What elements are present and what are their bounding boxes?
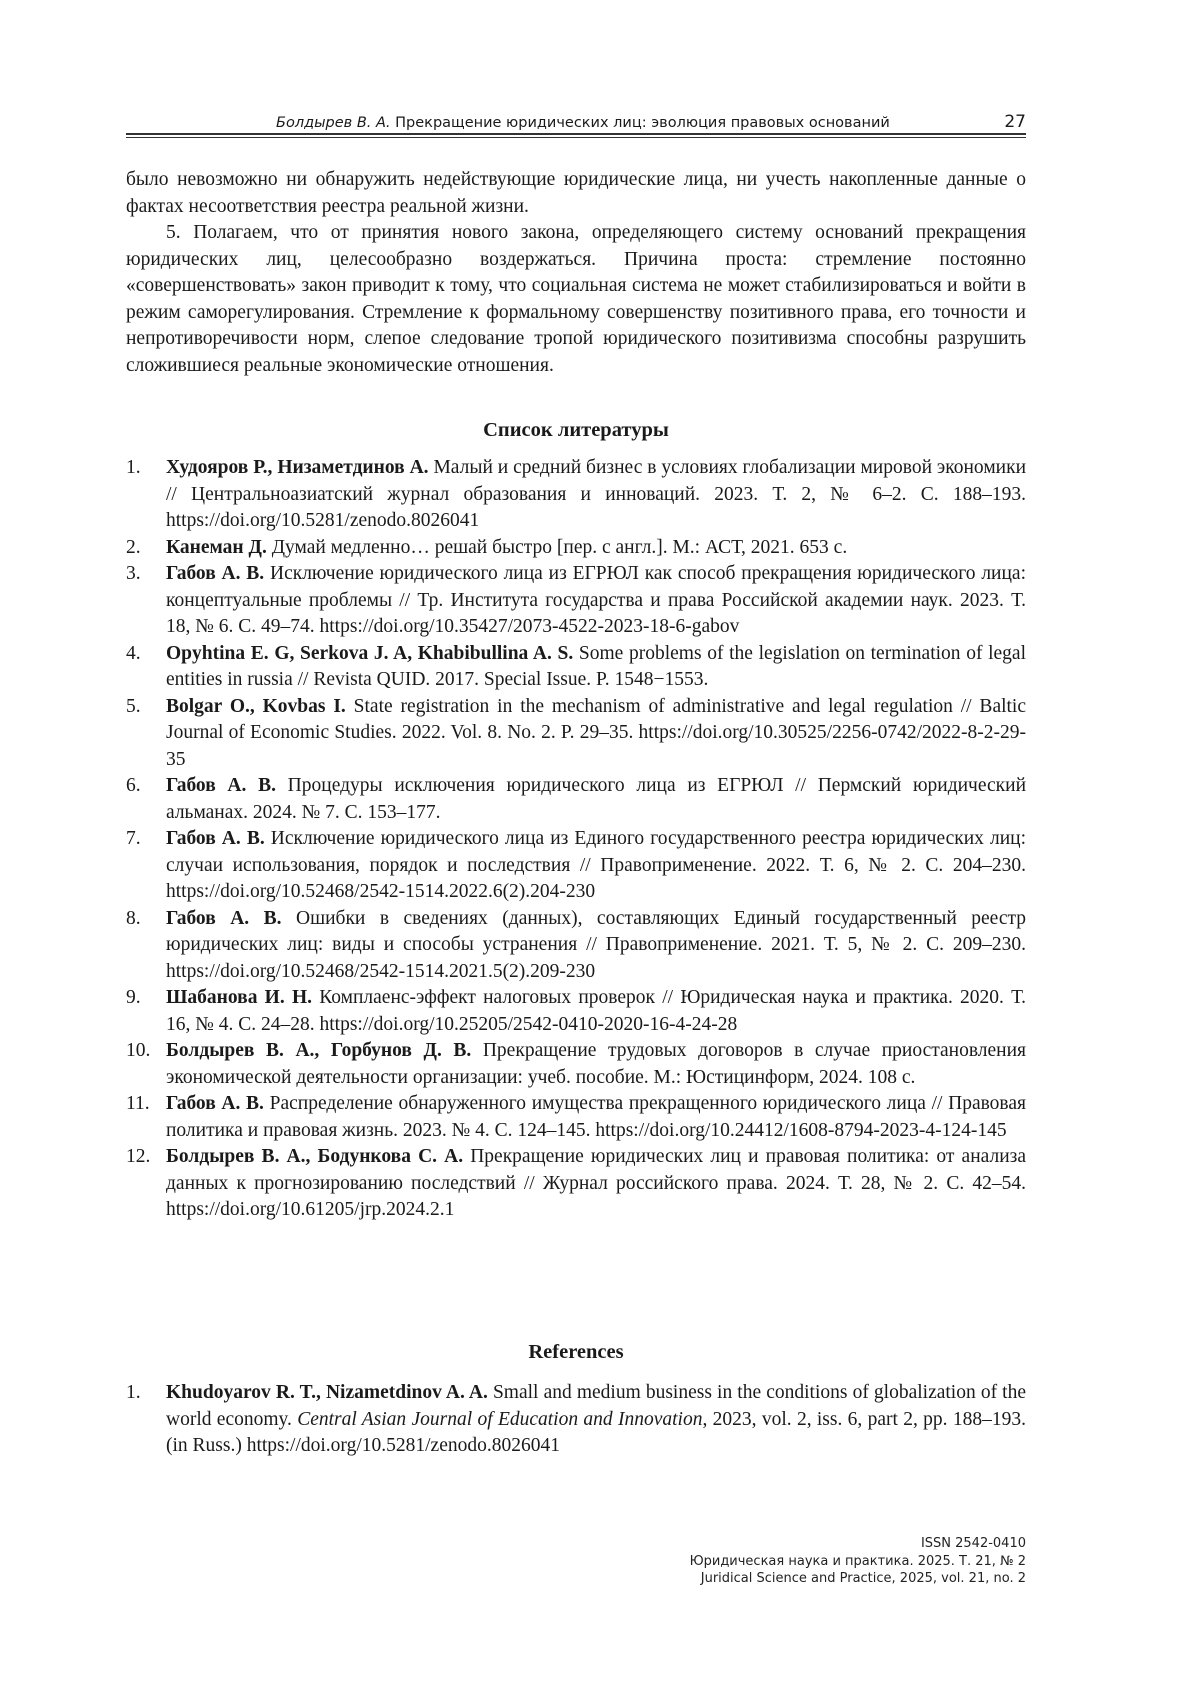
reference-number: 7. bbox=[126, 828, 141, 849]
references-list bbox=[126, 1380, 1026, 1460]
reference-number: 11. bbox=[126, 1093, 150, 1114]
reference-number: 1. bbox=[126, 457, 141, 478]
reference-number: 6. bbox=[126, 775, 141, 796]
reference-item bbox=[126, 826, 1026, 906]
reference-item bbox=[126, 694, 1026, 774]
running-title-author: Болдырев В. А. bbox=[276, 115, 391, 131]
reference-authors: Болдырев В. А., Бодункова С. А. bbox=[166, 1146, 464, 1167]
reference-authors: Габов А. В. bbox=[166, 1093, 264, 1114]
reference-text: Some problems of the legislation on termination of legal entities in russia // Revista QUID. 2017. Special Issue. P. 1548−1553. bbox=[166, 642, 1026, 690]
reference-item bbox=[126, 1144, 1026, 1224]
reference-authors: Bolgar O., Kovbas I. bbox=[166, 695, 346, 717]
references-heading: References bbox=[528, 1341, 624, 1363]
reference-text: Комплаенс-эффект налоговых проверок // Юридическая наука и практика. 2020. Т. 16, № 4. С. 24–28. https://doi.org/10.25205/2542-0410-2020-16-4-24-28 bbox=[166, 987, 1026, 1035]
reference-journal: Central Asian Journal of Education and Innovation bbox=[297, 1408, 703, 1430]
reference-authors: Габов А. В. bbox=[166, 563, 265, 584]
reference-item bbox=[126, 1091, 1026, 1144]
running-title-text: Прекращение юридических лиц: эволюция правовых оснований bbox=[395, 115, 890, 131]
reference-text: Исключение юридического лица из ЕГРЮЛ как способ прекращения юридического лица: концептуальные проблемы // Тр. Института государства и права Российской академии наук. 2023. Т. 18, № 6. С. 49–74. https://doi.org/10.35427/2073-4522-2023-18-6-gabov bbox=[166, 563, 1026, 637]
reference-number: 9. bbox=[126, 987, 141, 1008]
reference-text: State registration in the mechanism of administrative and legal regulation // Baltic Journal of Economic Studies. 2022. Vol. 8. No. 2. P. 29–35. https://doi.org/10.30525/2256-0742/2022-8-2-29-35 bbox=[166, 695, 1027, 770]
page-footer bbox=[526, 1535, 1026, 1588]
reference-item bbox=[126, 906, 1026, 986]
header-rule-thick bbox=[126, 133, 1026, 135]
reference-number: 4. bbox=[126, 642, 141, 664]
literature-heading: Список литературы bbox=[483, 419, 669, 441]
reference-number: 3. bbox=[126, 563, 141, 584]
reference-item bbox=[126, 561, 1026, 641]
reference-text: Прекращение трудовых договоров в случае приостановления экономической деятельности организации: учеб. пособие. М.: Юстицинформ, 2024. 108 с. bbox=[166, 1040, 1026, 1088]
reference-number: 8. bbox=[126, 907, 141, 929]
running-title bbox=[276, 115, 890, 131]
reference-authors: Opyhtina E. G, Serkova J. A, Khabibullina A. S. bbox=[166, 642, 574, 664]
reference-text: Распределение обнаруженного имущества прекращенного юридического лица // Правовая политика и правовая жизнь. 2023. № 4. С. 124–145. https://doi.org/10.24412/1608-8794-2023-4-124-145 bbox=[166, 1093, 1027, 1141]
reference-authors: Болдырев В. А., Горбунов Д. В. bbox=[166, 1040, 472, 1061]
reference-item bbox=[126, 455, 1026, 535]
reference-text: Исключение юридического лица из Единого государственного реестра юридических лиц: случаи использования, порядок и последствия // Правоприменение. 2022. Т. 6, № 2. С. 204–230. https://doi.org/10.52468/2542-1514.2022.6(2).204-230 bbox=[166, 828, 1026, 902]
reference-authors: Шабанова И. Н. bbox=[166, 987, 312, 1008]
reference-number: 1. bbox=[126, 1382, 141, 1403]
reference-item bbox=[126, 641, 1026, 694]
reference-text: Прекращение юридических лиц и правовая политика: от анализа данных к прогнозированию последствий // Журнал российского права. 2024. Т. 28, № 2. С. 42–54. https://doi.org/10.61205/jrp.2024.2.1 bbox=[166, 1146, 1026, 1220]
reference-authors: Габов А. В. bbox=[166, 907, 282, 929]
reference-number: 2. bbox=[126, 536, 141, 558]
reference-authors: Габов А. В. bbox=[166, 775, 276, 796]
reference-item bbox=[126, 985, 1026, 1038]
reference-authors: Худояров Р., Низаметдинов А. bbox=[166, 457, 429, 478]
reference-authors: Khudoyarov R. T., Nizametdinov A. A. bbox=[166, 1382, 488, 1403]
journal-citation-en: Juridical Science and Practice, 2025, vol. 21, no. 2 bbox=[700, 1571, 1026, 1586]
reference-number: 5. bbox=[126, 695, 141, 717]
journal-citation-ru: Юридическая наука и практика. 2025. Т. 21, № 2 bbox=[689, 1553, 1026, 1569]
reference-item bbox=[126, 773, 1026, 826]
reference-authors: Габов А. В. bbox=[166, 828, 265, 849]
page-number: 27 bbox=[1004, 112, 1026, 132]
header-rule-thin bbox=[126, 137, 1026, 138]
reference-text: Думай медленно… решай быстро [пер. с англ.]. М.: АСТ, 2021. 653 с. bbox=[266, 536, 848, 558]
reference-number: 10. bbox=[126, 1040, 151, 1061]
paragraph: было невозможно ни обнаружить недействующие юридические лица, ни учесть накопленные данные о фактах несоответствия реестра реальной жизни. bbox=[126, 169, 1026, 217]
reference-number: 12. bbox=[126, 1146, 151, 1167]
reference-text: Small and medium business in the conditions of globalization of the world economy. bbox=[166, 1382, 1026, 1430]
literature-list bbox=[126, 455, 1026, 1224]
body-text bbox=[126, 167, 1026, 379]
reference-item bbox=[126, 535, 1026, 562]
reference-item bbox=[126, 1038, 1026, 1091]
paragraph: 5. Полагаем, что от принятия нового закона, определяющего систему оснований прекращения юридических лиц, целесообразно воздержаться. Причина проста: стремление постоянно «совершенствовать» закон приводит к тому, что социальная система не может стабилизироваться и войти в режим саморегулирования. Стремление к формальному совершенству позитивного права, его точности и непротиворечивости норм, слепое следование тропой юридического позитивизма способны разрушить сложившиеся реальные экономические отношения. bbox=[126, 222, 1026, 376]
reference-text: Ошибки в сведениях (данных), составляющих Единый государственный реестр юридических лиц: виды и способы устранения // Правоприменение. 2021. Т. 5, № 2. С. 209–230. https://doi.org/10.52468/2542-1514.2021.5(2).209-230 bbox=[166, 907, 1026, 982]
reference-authors: Канеман Д. bbox=[166, 536, 267, 558]
reference-item bbox=[126, 1380, 1026, 1460]
reference-text: , 2023, vol. 2, iss. 6, part 2, pp. 188–193. (in Russ.) https://doi.org/10.5281/zenodo.8026041 bbox=[166, 1408, 1026, 1456]
reference-text: Процедуры исключения юридического лица из ЕГРЮЛ // Пермский юридический альманах. 2024. № 7. С. 153–177. bbox=[166, 775, 1027, 823]
issn: ISSN 2542-0410 bbox=[920, 1536, 1026, 1551]
reference-text: Малый и средний бизнес в условиях глобализации мировой экономики // Центральноазиатский журнал образования и инноваций. 2023. Т. 2, № 6‒2. С. 188–193. https://doi.org/10.5281/zenodo.8026041 bbox=[166, 457, 1026, 531]
